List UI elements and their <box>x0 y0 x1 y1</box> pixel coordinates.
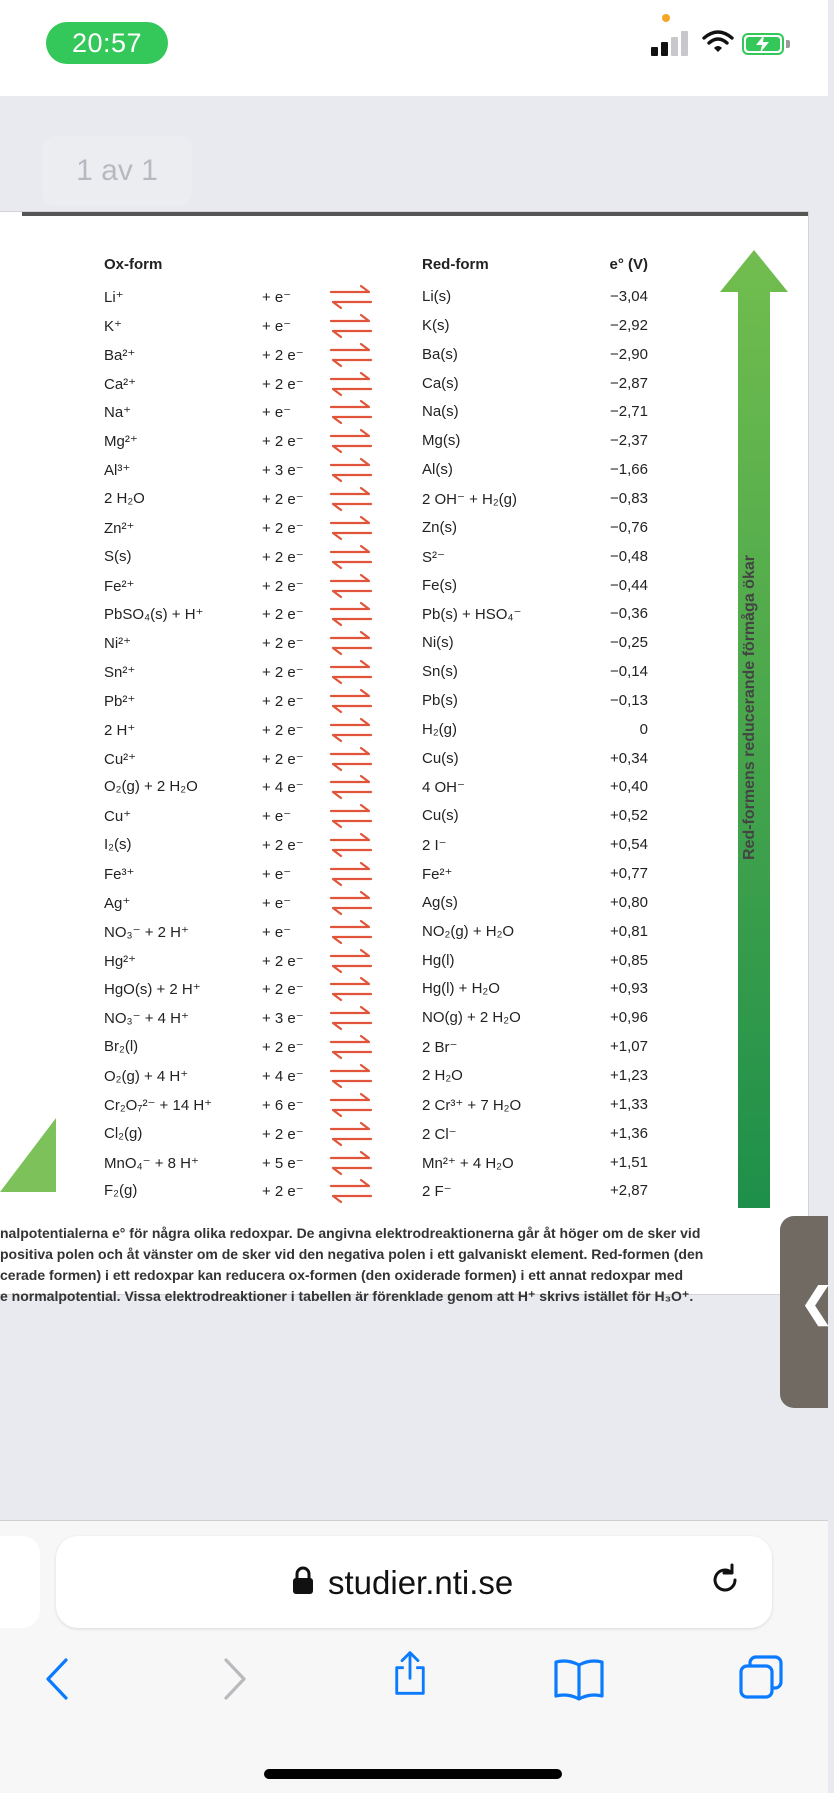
equilibrium-arrow-icon <box>328 803 374 829</box>
caption-line: positiva polen och åt vänster om de sker vid den negativa polen i ett galvaniskt element. Red-formen (den <box>0 1246 704 1262</box>
equilibrium-arrow-icon <box>328 948 374 974</box>
ox-form-cell: O₂(g) + 4 H⁺ <box>104 1067 189 1085</box>
wifi-icon <box>702 30 734 54</box>
ox-form-cell: Na⁺ <box>104 404 132 422</box>
table-row <box>0 313 808 341</box>
red-form-cell: Mn²⁺ + 4 H₂O <box>422 1154 514 1172</box>
ox-form-cell: Li⁺ <box>104 289 124 306</box>
electron-count-cell: + e⁻ <box>262 317 292 335</box>
charging-bolt-icon <box>753 35 773 53</box>
ox-form-cell: Sn²⁺ <box>104 664 136 682</box>
potential-cell: +1,51 <box>610 1153 648 1171</box>
table-row <box>0 1034 808 1062</box>
ox-form-cell: Mg²⁺ <box>104 433 138 451</box>
table-row <box>0 746 808 774</box>
ox-form-cell: Cl₂(g) <box>104 1124 143 1142</box>
forward-icon[interactable] <box>222 1656 248 1702</box>
table-row <box>0 861 808 889</box>
table-row <box>0 428 808 456</box>
equilibrium-arrow-icon <box>328 832 374 858</box>
red-form-cell: 2 H₂O <box>422 1066 463 1084</box>
red-form-cell: Pb(s) <box>422 691 458 709</box>
table-row <box>0 1121 808 1149</box>
electron-count-cell: + 2 e⁻ <box>262 548 304 566</box>
table-row <box>0 457 808 485</box>
equilibrium-arrow-icon <box>328 1178 374 1204</box>
red-form-cell: Na(s) <box>422 403 459 421</box>
potential-cell: −0,25 <box>610 634 648 652</box>
home-indicator <box>264 1769 562 1779</box>
ox-form-cell: O₂(g) + 2 H₂O <box>104 778 198 796</box>
electron-count-cell: + 2 e⁻ <box>262 1183 304 1201</box>
header-red-form: Red-form <box>422 256 489 273</box>
equilibrium-arrow-icon <box>328 919 374 945</box>
potential-cell: −0,48 <box>610 547 648 565</box>
potential-cell: −2,37 <box>610 432 648 450</box>
equilibrium-arrow-icon <box>328 284 374 310</box>
equilibrium-arrow-icon <box>328 746 374 772</box>
potential-cell: +1,07 <box>610 1038 648 1056</box>
potential-cell: +0,85 <box>610 951 648 969</box>
ox-form-cell: I₂(s) <box>104 836 132 854</box>
potential-cell: −0,36 <box>610 605 648 623</box>
red-form-cell: NO(g) + 2 H₂O <box>422 1009 521 1027</box>
red-form-cell: Zn(s) <box>422 518 457 536</box>
table-row <box>0 486 808 514</box>
equilibrium-arrow-icon <box>328 457 374 483</box>
electron-count-cell: + 2 e⁻ <box>262 346 304 364</box>
ox-form-cell: NO₃⁻ + 2 H⁺ <box>104 923 189 941</box>
table-row <box>0 717 808 745</box>
chevron-left-icon: ❮ <box>800 1281 834 1325</box>
equilibrium-arrow-icon <box>328 630 374 656</box>
electron-count-cell: + e⁻ <box>262 923 292 941</box>
table-row <box>0 774 808 802</box>
ox-form-cell: Fe³⁺ <box>104 866 135 883</box>
electron-count-cell: + 2 e⁻ <box>262 721 304 739</box>
potential-cell: +0,52 <box>610 807 648 825</box>
red-form-cell: Al(s) <box>422 461 453 479</box>
potential-cell: +0,81 <box>610 922 648 940</box>
table-row <box>0 371 808 399</box>
table-row <box>0 688 808 716</box>
equilibrium-arrow-icon <box>328 890 374 916</box>
ox-form-cell: 2 H₂O <box>104 489 145 507</box>
ox-form-cell: Ni²⁺ <box>104 635 132 653</box>
table-row <box>0 1005 808 1033</box>
equilibrium-arrow-icon <box>328 601 374 627</box>
red-form-cell: K(s) <box>422 316 450 334</box>
ox-form-cell: Ag⁺ <box>104 894 131 912</box>
back-icon[interactable] <box>44 1656 70 1702</box>
red-form-cell: Ni(s) <box>422 634 454 652</box>
caption <box>0 1223 770 1307</box>
ox-form-cell: Hg²⁺ <box>104 952 137 970</box>
potential-cell: +0,34 <box>610 749 648 767</box>
red-form-cell: S²⁻ <box>422 548 445 566</box>
potential-cell: −0,13 <box>610 691 648 709</box>
potential-cell: +0,93 <box>610 980 648 998</box>
equilibrium-arrow-icon <box>328 371 374 397</box>
electron-count-cell: + 4 e⁻ <box>262 1067 304 1085</box>
red-form-cell: Fe(s) <box>422 576 457 594</box>
side-label: Red-formens reducerande förmåga ökar <box>741 555 758 860</box>
tabs-icon[interactable] <box>738 1654 784 1700</box>
equilibrium-arrow-icon <box>328 659 374 685</box>
electron-count-cell: + 2 e⁻ <box>262 981 304 999</box>
potential-cell: −1,66 <box>610 461 648 479</box>
reload-icon[interactable] <box>708 1563 742 1597</box>
ox-form-cell: Zn²⁺ <box>104 519 135 537</box>
equilibrium-arrow-icon <box>328 486 374 512</box>
table-row <box>0 948 808 976</box>
red-form-cell: H₂(g) <box>422 720 457 738</box>
electron-count-cell: + 2 e⁻ <box>262 375 304 393</box>
red-form-cell: Ag(s) <box>422 893 458 911</box>
red-form-cell: 2 Cr³⁺ + 7 H₂O <box>422 1096 522 1114</box>
page-indicator: 1 av 1 <box>42 136 192 206</box>
table-row <box>0 890 808 918</box>
equilibrium-arrow-icon <box>328 1063 374 1089</box>
potential-cell: +0,96 <box>610 1009 648 1027</box>
red-form-cell: Hg(l) + H₂O <box>422 980 500 998</box>
potential-cell: −0,76 <box>610 518 648 536</box>
potential-cell: +1,33 <box>610 1095 648 1113</box>
electron-count-cell: + 6 e⁻ <box>262 1096 304 1114</box>
table-row <box>0 832 808 860</box>
electron-count-cell: + 2 e⁻ <box>262 433 304 451</box>
electron-count-cell: + e⁻ <box>262 866 292 883</box>
equilibrium-arrow-icon <box>328 1150 374 1176</box>
ox-form-cell: MnO₄⁻ + 8 H⁺ <box>104 1154 199 1172</box>
table-row <box>0 1178 808 1206</box>
potential-cell: −2,90 <box>610 345 648 363</box>
caption-line: e normalpotential. Vissa elektrodreaktioner i tabellen är förenklade genom att H⁺ skrivs istället för H₃O⁺. <box>0 1288 694 1304</box>
red-form-cell: Fe²⁺ <box>422 866 453 883</box>
equilibrium-arrow-icon <box>328 313 374 339</box>
red-form-cell: Ca(s) <box>422 374 459 392</box>
ox-form-cell: HgO(s) + 2 H⁺ <box>104 981 201 999</box>
red-form-cell: Mg(s) <box>422 432 461 450</box>
red-form-cell: Ba(s) <box>422 345 458 363</box>
ox-form-cell: PbSO₄(s) + H⁺ <box>104 606 204 624</box>
red-form-cell: Cu(s) <box>422 749 459 767</box>
electron-count-cell: + e⁻ <box>262 404 292 422</box>
electron-count-cell: + e⁻ <box>262 289 292 306</box>
potential-cell: −0,44 <box>610 576 648 594</box>
table-row <box>0 659 808 687</box>
table-row <box>0 1150 808 1178</box>
potential-cell: 0 <box>639 720 648 738</box>
ox-form-cell: Br₂(l) <box>104 1038 139 1056</box>
potential-cell: +1,23 <box>610 1066 648 1084</box>
electron-count-cell: + 2 e⁻ <box>262 519 304 537</box>
share-icon[interactable] <box>390 1650 430 1696</box>
url-text[interactable]: studier.nti.se <box>328 1564 514 1601</box>
red-form-cell: Hg(l) <box>422 951 455 969</box>
status-time: 20:57 <box>46 22 168 64</box>
privacy-indicator-dot <box>662 14 670 22</box>
header-e0: e° (V) <box>609 256 648 273</box>
table-row <box>0 976 808 1004</box>
header-ox-form: Ox-form <box>104 256 163 273</box>
previous-tab-preview[interactable] <box>0 1536 40 1628</box>
potential-cell: −2,87 <box>610 374 648 392</box>
equilibrium-arrow-icon <box>328 1005 374 1031</box>
page-top-rule <box>22 212 808 216</box>
table-row <box>0 1063 808 1091</box>
caption-line: nalpotentialerna e° för några olika redoxpar. De angivna elektrodreaktionerna går åt höger om de sker vid <box>0 1225 701 1241</box>
potential-cell: +2,87 <box>610 1182 648 1200</box>
equilibrium-arrow-icon <box>328 976 374 1002</box>
potential-cell: +1,36 <box>610 1124 648 1142</box>
battery-cap <box>786 40 790 48</box>
table-row <box>0 1092 808 1120</box>
red-form-cell: 2 OH⁻ + H₂(g) <box>422 490 518 508</box>
potential-cell: +0,77 <box>610 865 648 882</box>
potential-cell: +0,54 <box>610 836 648 854</box>
electron-count-cell: + 3 e⁻ <box>262 462 304 480</box>
electron-count-cell: + 2 e⁻ <box>262 490 304 508</box>
table-row <box>0 630 808 658</box>
ox-form-cell: Cu²⁺ <box>104 750 137 768</box>
equilibrium-arrow-icon <box>328 544 374 570</box>
ox-form-cell: K⁺ <box>104 317 122 335</box>
equilibrium-arrow-icon <box>328 515 374 541</box>
table-row <box>0 601 808 629</box>
potential-cell: −0,14 <box>610 663 648 681</box>
electron-count-cell: + 2 e⁻ <box>262 952 304 970</box>
table-row <box>0 544 808 572</box>
red-form-cell: Cu(s) <box>422 807 459 825</box>
electron-count-cell: + e⁻ <box>262 808 292 826</box>
red-form-cell: NO₂(g) + H₂O <box>422 922 515 940</box>
ox-form-cell: Ba²⁺ <box>104 346 136 364</box>
ox-form-cell: Cr₂O₇²⁻ + 14 H⁺ <box>104 1096 213 1114</box>
potential-cell: −2,71 <box>610 403 648 421</box>
equilibrium-arrow-icon <box>328 1092 374 1118</box>
equilibrium-arrow-icon <box>328 399 374 425</box>
caption-line: cerade formen) i ett redoxpar kan reducera ox-formen (den oxiderade formen) i ett annat redoxpar med <box>0 1267 684 1283</box>
electron-count-cell: + 3 e⁻ <box>262 1010 304 1028</box>
potential-cell: −2,92 <box>610 316 648 334</box>
electron-count-cell: + 2 e⁻ <box>262 664 304 682</box>
table-row <box>0 919 808 947</box>
ox-form-cell: 2 H⁺ <box>104 721 136 739</box>
equilibrium-arrow-icon <box>328 573 374 599</box>
electron-count-cell: + 2 e⁻ <box>262 1039 304 1057</box>
equilibrium-arrow-icon <box>328 717 374 743</box>
electron-count-cell: + 4 e⁻ <box>262 779 304 797</box>
electron-count-cell: + e⁻ <box>262 894 292 912</box>
electron-count-cell: + 2 e⁻ <box>262 1125 304 1143</box>
electron-count-cell: + 2 e⁻ <box>262 692 304 710</box>
red-form-cell: Li(s) <box>422 288 452 305</box>
electron-count-cell: + 5 e⁻ <box>262 1154 304 1172</box>
ox-form-cell: Al³⁺ <box>104 462 131 480</box>
table-row <box>0 342 808 370</box>
ox-form-cell: S(s) <box>104 547 132 565</box>
red-form-cell: Sn(s) <box>422 663 458 681</box>
equilibrium-arrow-icon <box>328 861 374 887</box>
ox-form-cell: NO₃⁻ + 4 H⁺ <box>104 1010 189 1028</box>
lock-icon <box>292 1566 314 1596</box>
electron-count-cell: + 2 e⁻ <box>262 635 304 653</box>
potential-cell: −0,83 <box>610 489 648 507</box>
electron-count-cell: + 2 e⁻ <box>262 837 304 855</box>
ox-form-cell: Pb²⁺ <box>104 692 136 710</box>
red-form-cell: 2 Cl⁻ <box>422 1125 457 1143</box>
bookmarks-icon[interactable] <box>553 1656 605 1702</box>
red-form-cell: 4 OH⁻ <box>422 779 465 797</box>
table-row <box>0 284 808 312</box>
table-row <box>0 573 808 601</box>
equilibrium-arrow-icon <box>328 1121 374 1147</box>
cellular-signal-icon <box>651 30 691 56</box>
table-row <box>0 399 808 427</box>
ox-form-cell: Ca²⁺ <box>104 375 137 393</box>
ox-form-cell: Fe²⁺ <box>104 577 135 595</box>
electron-count-cell: + 2 e⁻ <box>262 606 304 624</box>
equilibrium-arrow-icon <box>328 342 374 368</box>
ox-form-cell: F₂(g) <box>104 1182 138 1200</box>
red-form-cell: 2 F⁻ <box>422 1183 452 1201</box>
table-row <box>0 803 808 831</box>
equilibrium-arrow-icon <box>328 1034 374 1060</box>
equilibrium-arrow-icon <box>328 774 374 800</box>
red-form-cell: Pb(s) + HSO₄⁻ <box>422 606 522 624</box>
ox-form-cell: Cu⁺ <box>104 808 132 826</box>
electron-count-cell: + 2 e⁻ <box>262 750 304 768</box>
equilibrium-arrow-icon <box>328 688 374 714</box>
equilibrium-arrow-icon <box>328 428 374 454</box>
potential-cell: +0,80 <box>610 893 648 911</box>
red-form-cell: 2 I⁻ <box>422 837 447 855</box>
table-row <box>0 515 808 543</box>
red-form-cell: 2 Br⁻ <box>422 1039 458 1057</box>
electron-count-cell: + 2 e⁻ <box>262 577 304 595</box>
potential-cell: −3,04 <box>610 288 648 305</box>
potential-cell: +0,40 <box>610 778 648 796</box>
